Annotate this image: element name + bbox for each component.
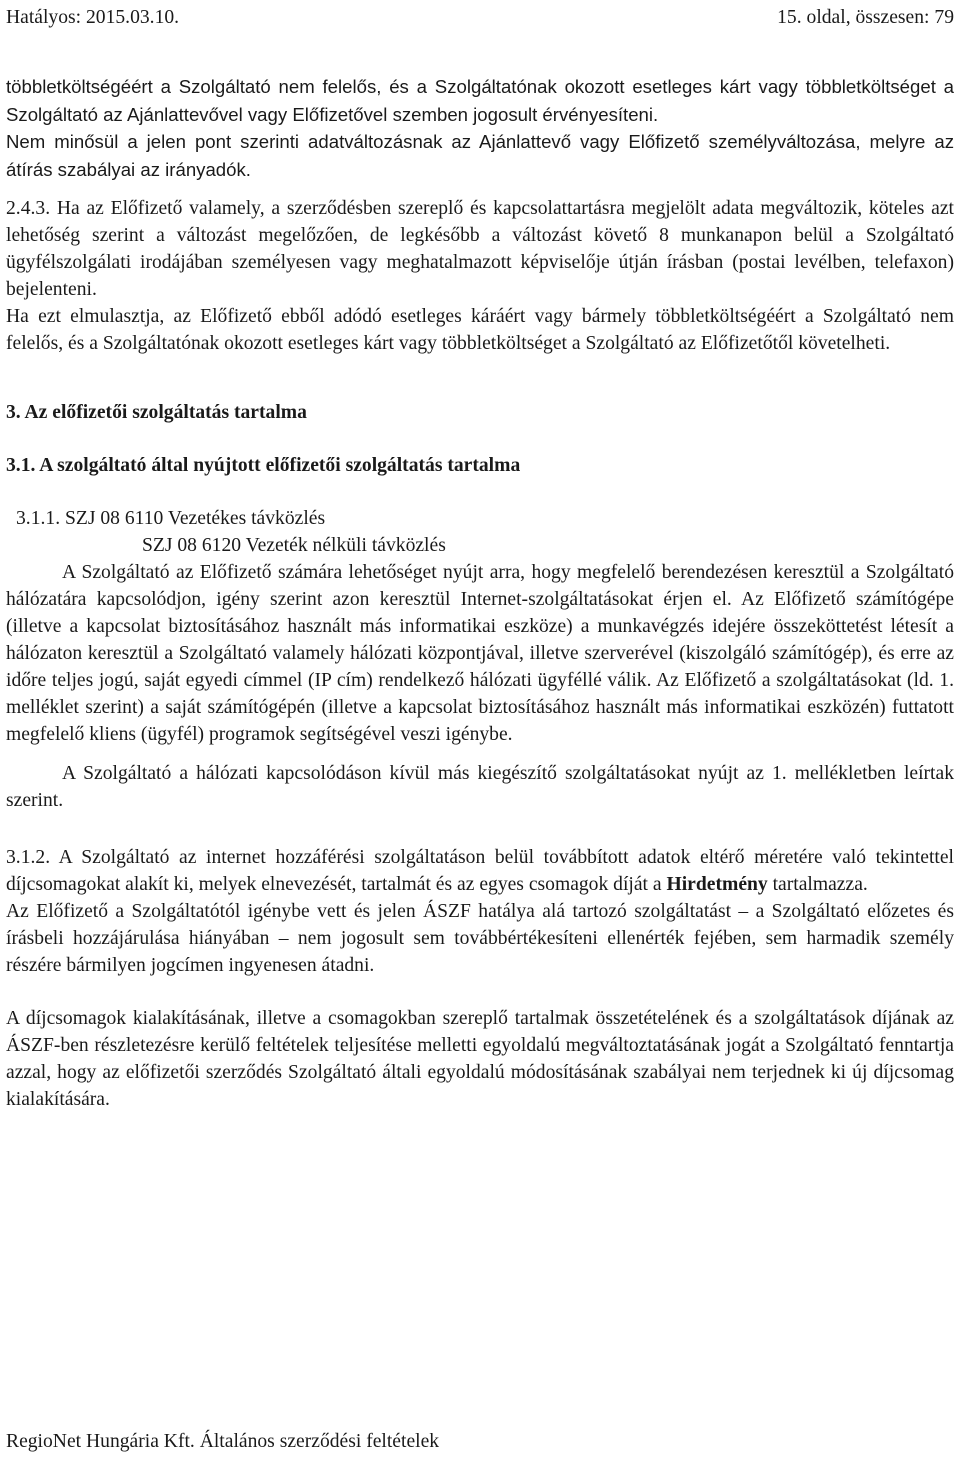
paragraph: Ha ezt elmulasztja, az Előfizető ebből adódó esetleges káráért vagy bármely többletköltségéért a Szolgáltató nem felelős, és a Szolgáltatónak okozott esetleges kárt vagy többletköltséget a Szolgáltató az Előfizetőtől követelheti. — [6, 306, 954, 354]
section-3-1-1-line1: 3.1.1. SZJ 08 6110 Vezetékes távközlés — [16, 508, 326, 529]
section-3-1-2 — [6, 844, 954, 898]
page-footer: RegioNet Hungária Kft. Általános szerződési feltételek — [6, 1431, 440, 1452]
paragraph: Nem minősül a jelen pont szerinti adatváltozásnak az Ajánlattevő vagy Előfizető személyváltozása, melyre az átírás szabályai az irányadók. — [6, 131, 954, 180]
paragraph: A Szolgáltató az Előfizető számára lehetőséget nyújt arra, hogy megfelelő berendezésen keresztül a Szolgáltató hálózatára kapcsolódjon, igény szerint azon keresztül Internet-szolgáltatásokat érjen el. Az Előfizető számítógépe (illetve a kapcsolat biztosításához használt más informatikai eszköze) a munkavégzés idejére összeköttetést létesít a hálózaton keresztül a Szolgáltató valamely hálózati központjával, illetve szerverével (kiszolgáló számítógép), és erre az időre teljes jogú, saját egyedi címmel (IP cím) rendelkező hálózati ügyféllé válik. Az Előfizető a szolgáltatásokat (ld. 1. melléklet szerint) a saját számítógépén (illetve a kapcsolat biztosításához használt más informatikai eszközén) futtatott megfelelő kliens (ügyfél) programok segítségével veszi igénybe. — [6, 562, 954, 745]
paragraph: A díjcsomagok kialakításának, illetve a csomagokban szereplő tartalmak összetételének és a szolgáltatások díjának az ÁSZF-ben részletezésre kerülő feltételek teljesítése melletti egyoldalú megváltoztatásának jogát a Szolgáltató fenntartja azzal, hogy az előfizetői szerződés Szolgáltató általi egyoldalú módosításának szabályai nem terjednek ki új díjcsomag kialakítására. — [6, 1008, 954, 1110]
text: tartalmazza. — [767, 874, 868, 895]
section-2-4-3: 2.4.3. Ha az Előfizető valamely, a szerződésben szereplő és kapcsolattartásra megjelölt adata megváltozik, köteles azt lehetőség szerint a változást megelőzően, de legkésőbb a változást követő 8 munkanapon belül a Szolgáltató ügyfélszolgálati irodájában személyesen vagy meghatalmazott képviselője útján írásban (postai levélben, telefaxon) bejelenteni. — [6, 198, 954, 300]
paragraph: A Szolgáltató a hálózati kapcsolódáson kívül más kiegészítő szolgáltatásokat nyújt az 1. mellékletben leírtak szerint. — [6, 763, 954, 811]
page-number: 15. oldal, összesen: 79 — [777, 7, 954, 28]
paragraph: többletköltségéért a Szolgáltató nem felelős, és a Szolgáltatónak okozott esetleges kárt vagy többletköltséget a Szolgáltató az Ajánlattevővel vagy Előfizetővel szemben jogosult érvényesíteni. — [6, 76, 954, 125]
paragraph: Az Előfizető a Szolgáltatótól igénybe vett és jelen ÁSZF hatálya alá tartozó szolgáltatást – a Szolgáltató előzetes és írásbeli hozzájárulása hiányában – nem jogosult sem továbbértékesíteni ellenérték fejében, sem harmadik személy részére bármilyen jogcímen ingyenesen átadni. — [6, 901, 954, 976]
page-header — [6, 4, 954, 28]
section-heading-3-1: 3.1. A szolgáltató által nyújtott előfizetői szolgáltatás tartalma — [6, 455, 521, 476]
document-body — [6, 73, 954, 1113]
section-heading-3: 3. Az előfizetői szolgáltatás tartalma — [6, 402, 307, 423]
effective-date: Hatályos: 2015.03.10. — [6, 7, 180, 28]
hirdetmeny-bold: Hirdetmény — [666, 874, 768, 895]
section-3-1-1-line2: SZJ 08 6120 Vezeték nélküli távközlés — [142, 535, 446, 556]
text: 3.1.2. A Szolgáltató az internet hozzáférési szolgáltatáson belül továbbított adatok eltérő méretére való tekintettel díjcsomagokat alakít ki, melyek elnevezését, tartalmát és az egyes csomagok díját a — [6, 847, 954, 895]
